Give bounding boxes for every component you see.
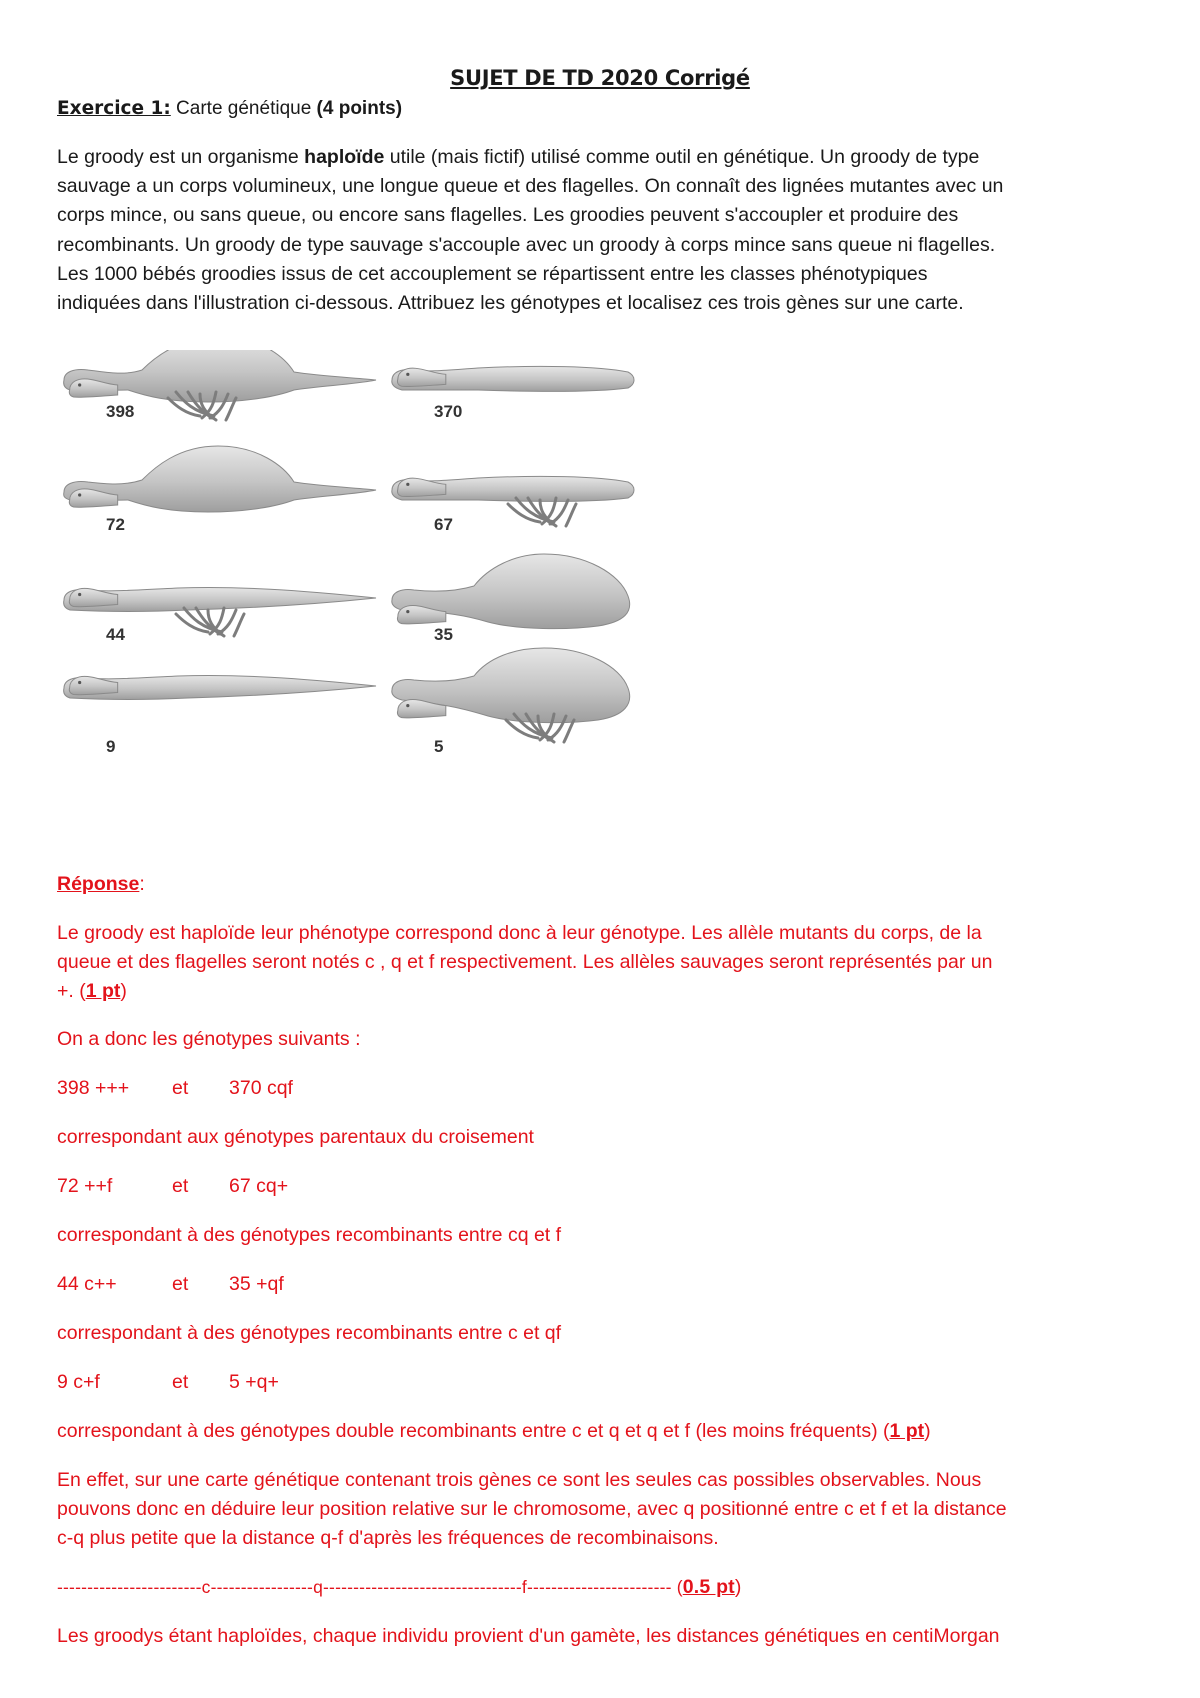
count-label: 398: [106, 402, 135, 421]
genotype-pair: 44 c++ et 35 +qf: [57, 1273, 284, 1295]
count-label: 67: [434, 515, 453, 534]
answer-line: +. (1 pt): [57, 980, 127, 1002]
count-label: 72: [106, 515, 125, 534]
answer-line: pouvons donc en déduire leur position relative sur le chromosome, avec q positionné entre c et f et la distance: [57, 1498, 1007, 1520]
count-label: 9: [106, 737, 116, 756]
genotype-note: correspondant à des génotypes double recombinants entre c et q et q et f (les moins fréquents) (1 pt): [57, 1420, 931, 1442]
answer-heading: Réponse:: [57, 873, 145, 895]
count-label: 370: [434, 402, 463, 421]
count-label: 44: [106, 625, 125, 644]
genotype-pair: 398 +++ et 370 cqf: [57, 1077, 293, 1099]
document-title: SUJET DE TD 2020 Corrigé: [450, 66, 750, 90]
groody-370-icon: [392, 366, 634, 391]
groody-9-icon: [64, 675, 376, 699]
groody-phenotypes-figure: [58, 350, 688, 835]
groody-35-icon: [392, 554, 630, 629]
points-badge: 1 pt: [85, 980, 121, 1002]
groody-72-icon: [64, 446, 376, 512]
statement-line: Les 1000 bébés groodies issus de cet accouplement se répartissent entre les classes phénotypiques: [57, 262, 928, 285]
genotype-pair: 9 c+f et 5 +q+: [57, 1371, 279, 1393]
answer-line: Les groodys étant haploïdes, chaque individu provient d'un gamète, les distances génétiques en centiMorgan: [57, 1625, 1000, 1647]
genetic-map-line: ------------------------c-----------------q---------------------------------f------------------------ (0.5 pt): [57, 1576, 742, 1598]
exercise-statement: [57, 143, 1147, 318]
exercise-heading: [57, 98, 402, 120]
genotype-note: correspondant à des génotypes recombinants entre c et qf: [57, 1322, 562, 1344]
exercise-topic: Carte génétique: [170, 98, 317, 119]
points-badge: 1 pt: [889, 1420, 925, 1442]
answer-line: c-q plus petite que la distance q-f d'après les fréquences de recombinaisons.: [57, 1527, 719, 1549]
genotype-pair: 72 ++f et 67 cq+: [57, 1175, 289, 1197]
exercise-label: Exercice 1:: [57, 98, 171, 119]
groody-67-icon: [392, 476, 634, 526]
count-label: 35: [434, 625, 453, 644]
statement-line: recombinants. Un groody de type sauvage s'accouple avec un groody à corps mince sans queue ni flagelles.: [57, 233, 996, 256]
exercise-points: (4 points): [316, 98, 403, 119]
genotype-note: correspondant à des génotypes recombinants entre cq et f: [57, 1224, 562, 1246]
statement-line: Le groody est un organisme haploïde utile (mais fictif) utilisé comme outil en génétique. Un groody de type: [57, 146, 980, 168]
points-badge: 0.5 pt: [682, 1576, 735, 1598]
groody-5-icon: [392, 648, 630, 742]
statement-line: sauvage a un corps volumineux, une longue queue et des flagelles. On connaît des lignées mutantes avec un: [57, 175, 1004, 198]
genotype-note: correspondant aux génotypes parentaux du croisement: [57, 1126, 534, 1148]
answer-line: queue et des flagelles seront notés c , q et f respectivement. Les allèles sauvages seront représentés par un: [57, 951, 993, 973]
statement-line: indiquées dans l'illustration ci-dessous. Attribuez les génotypes et localisez ces trois gènes sur une carte.: [57, 292, 964, 315]
answer-line: On a donc les génotypes suivants :: [57, 1028, 361, 1050]
haploid-term: haploïde: [304, 146, 385, 168]
statement-line: corps mince, ou sans queue, ou encore sans flagelles. Les groodies peuvent s'accoupler et produire des: [57, 204, 959, 227]
count-label: 5: [434, 737, 444, 756]
answer-line: Le groody est haploïde leur phénotype correspond donc à leur génotype. Les allèle mutants du corps, de la: [57, 922, 982, 944]
answer-line: En effet, sur une carte génétique contenant trois gènes ce sont les seules cas possibles observables. Nous: [57, 1469, 982, 1491]
